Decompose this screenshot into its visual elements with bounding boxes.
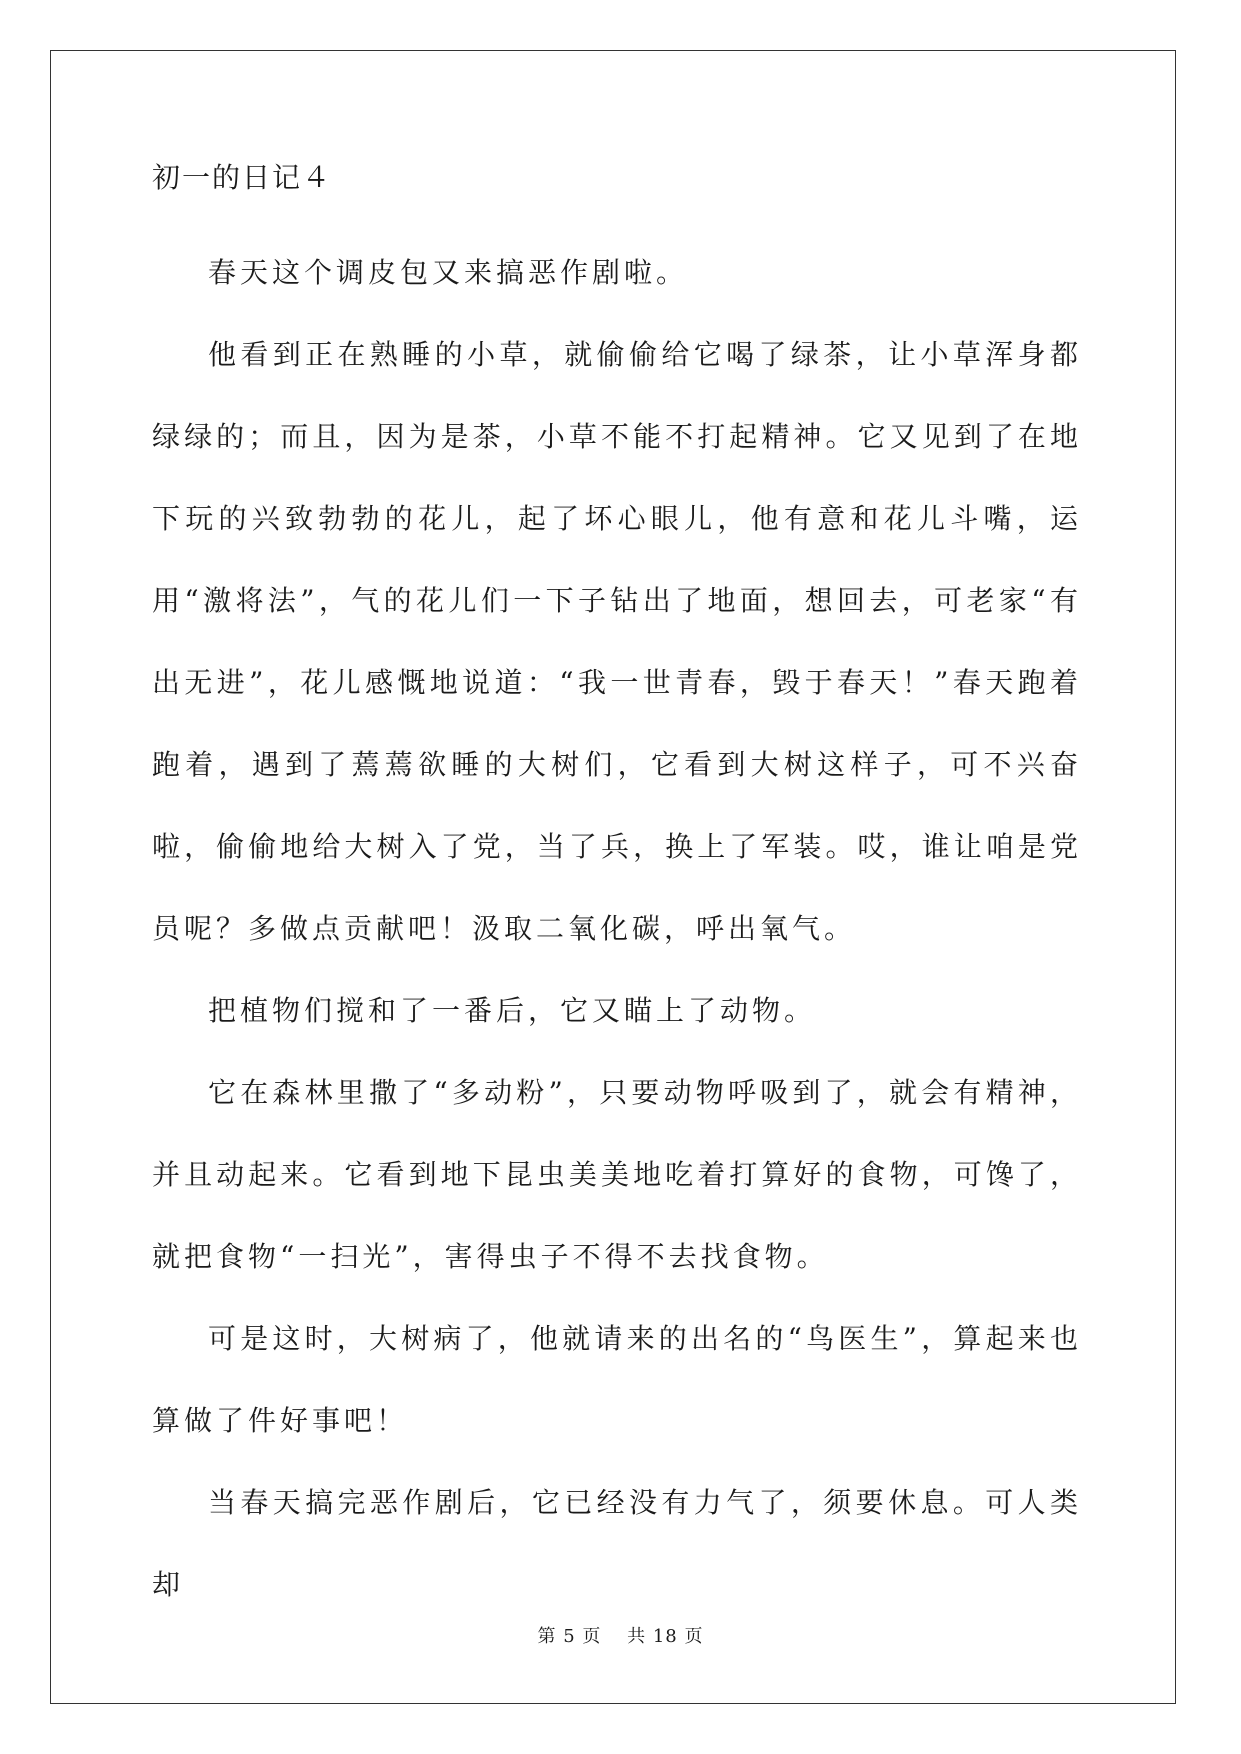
paragraph: 可是这时，大树病了，他就请来的出名的“鸟医生”，算起来也算做了件好事吧！ [152,1322,1082,1437]
paragraph: 它在森林里撒了“多动粉”，只要动物呼吸到了，就会有精神，并且动起来。它看到地下昆虫美美地吃着打算好的食物，可馋了，就把食物“一扫光”，害得虫子不得不去找食物。 [152,1076,1082,1273]
page-number-footer: 第 5 页 共 18 页 [537,1626,704,1647]
paragraph: 春天这个调皮包又来搞恶作剧啦。 [208,256,689,289]
paragraph: 把植物们搅和了一番后，它又瞄上了动物。 [208,994,817,1027]
document-body [152,160,1082,1626]
paragraph: 他看到正在熟睡的小草，就偷偷给它喝了绿茶，让小草浑身都绿绿的；而且，因为是茶，小草不能不打起精神。它又见到了在地下玩的兴致勃勃的花儿，起了坏心眼儿，他有意和花儿斗嘴，运用“激将法”，气的花儿们一下子钻出了地面，想回去，可老家“有出无进”，花儿感慨地说道：“我一世青春，毁于春天！”春天跑着跑着，遇到了蔫蔫欲睡的大树们，它看到大树这样子，可不兴奋啦，偷偷地给大树入了党，当了兵，换上了军装。哎，谁让咱是党员呢？多做点贡献吧！汲取二氧化碳，呼出氧气。 [152,338,1082,945]
document-title: 初一的日记４ [152,161,333,194]
paragraph: 当春天搞完恶作剧后，它已经没有力气了，须要休息。可人类却 [152,1486,1082,1601]
